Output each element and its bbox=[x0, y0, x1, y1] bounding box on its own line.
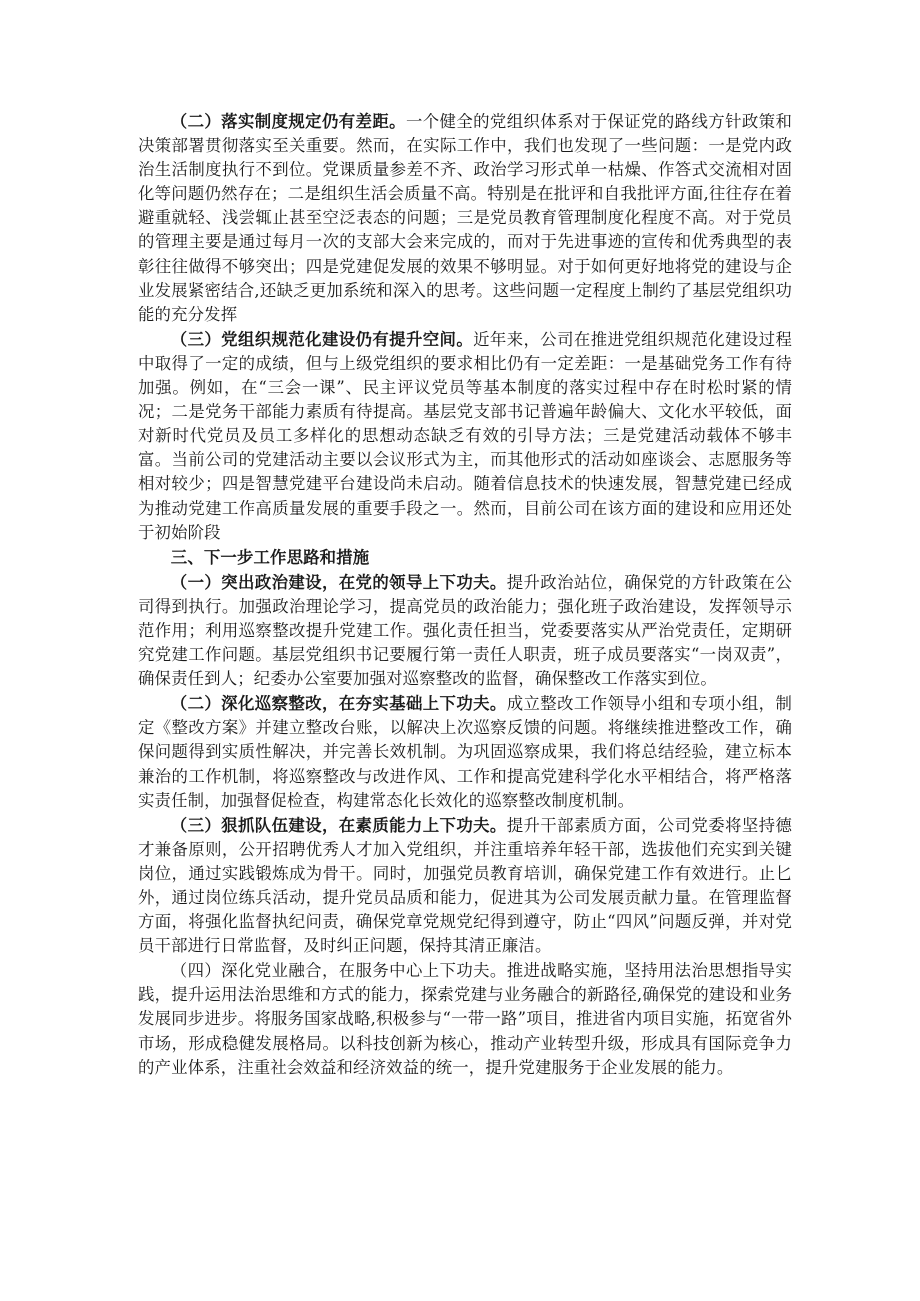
paragraph-lead: （三）狠抓队伍建设，在素质能力上下功夫。 bbox=[170, 815, 507, 835]
paragraph-body: 推进战略实施，坚持用法治思想指导实践，提升运用法治思维和方式的能力，探索党建与业务融合的新路径,确保党的建设和业务发展同步进步。将服务国家战略,积极参与“一带一路”项目，推进省内项目实施，拓宽省外市场，形成稳健发展格局。以科技创新为核心，推动产业转型升级，形成具有国际竞争力的产业体系，注重社会效益和经济效益的统一，提升党建服务于企业发展的能力。 bbox=[138, 961, 792, 1077]
paragraph-implementation-gap bbox=[138, 110, 792, 327]
paragraph-team-building bbox=[138, 814, 792, 959]
paragraph-lead: （一）突出政治建设，在党的领导上下功夫。 bbox=[170, 572, 507, 592]
paragraph-lead: （二）落实制度规定仍有差距。 bbox=[170, 112, 406, 131]
paragraph-business-integration bbox=[138, 959, 792, 1079]
paragraph-standardization bbox=[138, 328, 792, 545]
paragraph-lead: （四）深化党业融合，在服务中心上下功夫。 bbox=[170, 961, 507, 981]
paragraph-body: 近年来，公司在推进党组织规范化建设过程中取得了一定的成绩，但与上级党组织的要求相比仍有一定差距：一是基础党务工作有待加强。例如，在“三会一课”、民主评议党员等基本制度的落实过程中存在时松时紧的情况；二是党务干部能力素质有待提高。基层党支部书记普遍年龄偏大、文化水平较低，面对新时代党员及员工多样化的思想动态缺乏有效的引导方法；三是党建活动载体不够丰富。当前公司的党建活动主要以会议形式为主，而其他形式的活动如座谈会、志愿服务等相对较少；四是智慧党建平台建设尚未启动。随着信息技术的快速发展，智慧党建已经成为推动党建工作高质量发展的重要手段之一。然而，目前公司在该方面的建设和应用还处于初始阶段 bbox=[138, 329, 792, 542]
paragraph-body: 提升政治站位，确保党的方针政策在公司得到执行。加强政治理论学习，提高党员的政治能力；强化班子政治建设，发挥领导示范作用；利用巡察整改提升党建工作。强化责任担当，党委要落实从严治党责任，定期研究党建工作问题。基层党组织书记要履行第一责任人职责，班子成员要落实“一岗双责”，确保责任到人；纪委办公室要加强对巡察整改的监督，确保整改工作落实到位。 bbox=[138, 572, 792, 689]
paragraph-lead: （三）党组织规范化建设仍有提升空间。 bbox=[170, 329, 474, 349]
paragraph-inspection-rectification bbox=[138, 692, 792, 812]
document-page bbox=[138, 110, 792, 1080]
paragraph-body: 一个健全的党组织体系对于保证党的路线方针政策和决策部署贯彻落实至关重要。然而，在实际工作中，我们也发现了一些问题：一是党内政治生活制度执行不到位。党课质量参差不齐、政治学习形式单一枯燥、作答式交流相对固化等问题仍然存在；二是组织生活会质量不高。特别是在批评和自我批评方面,往往存在着避重就轻、浅尝辄止甚至空泛表态的问题；三是党员教育管理制度化程度不高。对于党员的管理主要是通过每月一次的支部大会来完成的，而对于先进事迹的宣传和优秀典型的表彰往往做得不够突出；四是党建促发展的效果不够明显。对于如何更好地将党的建设与企业发展紧密结合,还缺乏更加系统和深入的思考。这些问题一定程度上制约了基层党组织功能的充分发挥 bbox=[138, 112, 793, 324]
paragraph-body: 成立整改工作领导小组和专项小组，制定《整改方案》并建立整改台账，以解决上次巡察反馈的问题。将继续推进整改工作，确保问题得到实质性解决，并完善长效机制。为巩固巡察成果，我们将总结经验，建立标本兼治的工作机制，将巡察整改与改进作风、工作和提高党建科学化水平相结合，将严格落实责任制，加强督促检查，构建常态化长效化的巡察整改制度机制。 bbox=[138, 694, 792, 810]
paragraph-lead: （二）深化巡察整改，在夯实基础上下功夫。 bbox=[170, 694, 507, 714]
paragraph-body: 提升干部素质方面，公司党委将坚持德才兼备原则，公开招聘优秀人才加入党组织，并注重培养年轻干部，选拔他们充实到关键岗位，通过实践锻炼成为骨干。同时，加强党员教育培训，确保党建工作有效进行。止匕外，通过岗位练兵活动，提升党员品质和能力，促进其为公司发展贡献力量。在管理监督方面，将强化监督执纪问责，确保党章党规党纪得到遵守，防止“四风”问题反弹，并对党员干部进行日常监督，及时纠正问题，保持其清正廉洁。 bbox=[138, 815, 792, 956]
section-heading: 三、下一步工作思路和措施 bbox=[170, 547, 370, 567]
paragraph-political-building bbox=[138, 571, 792, 691]
